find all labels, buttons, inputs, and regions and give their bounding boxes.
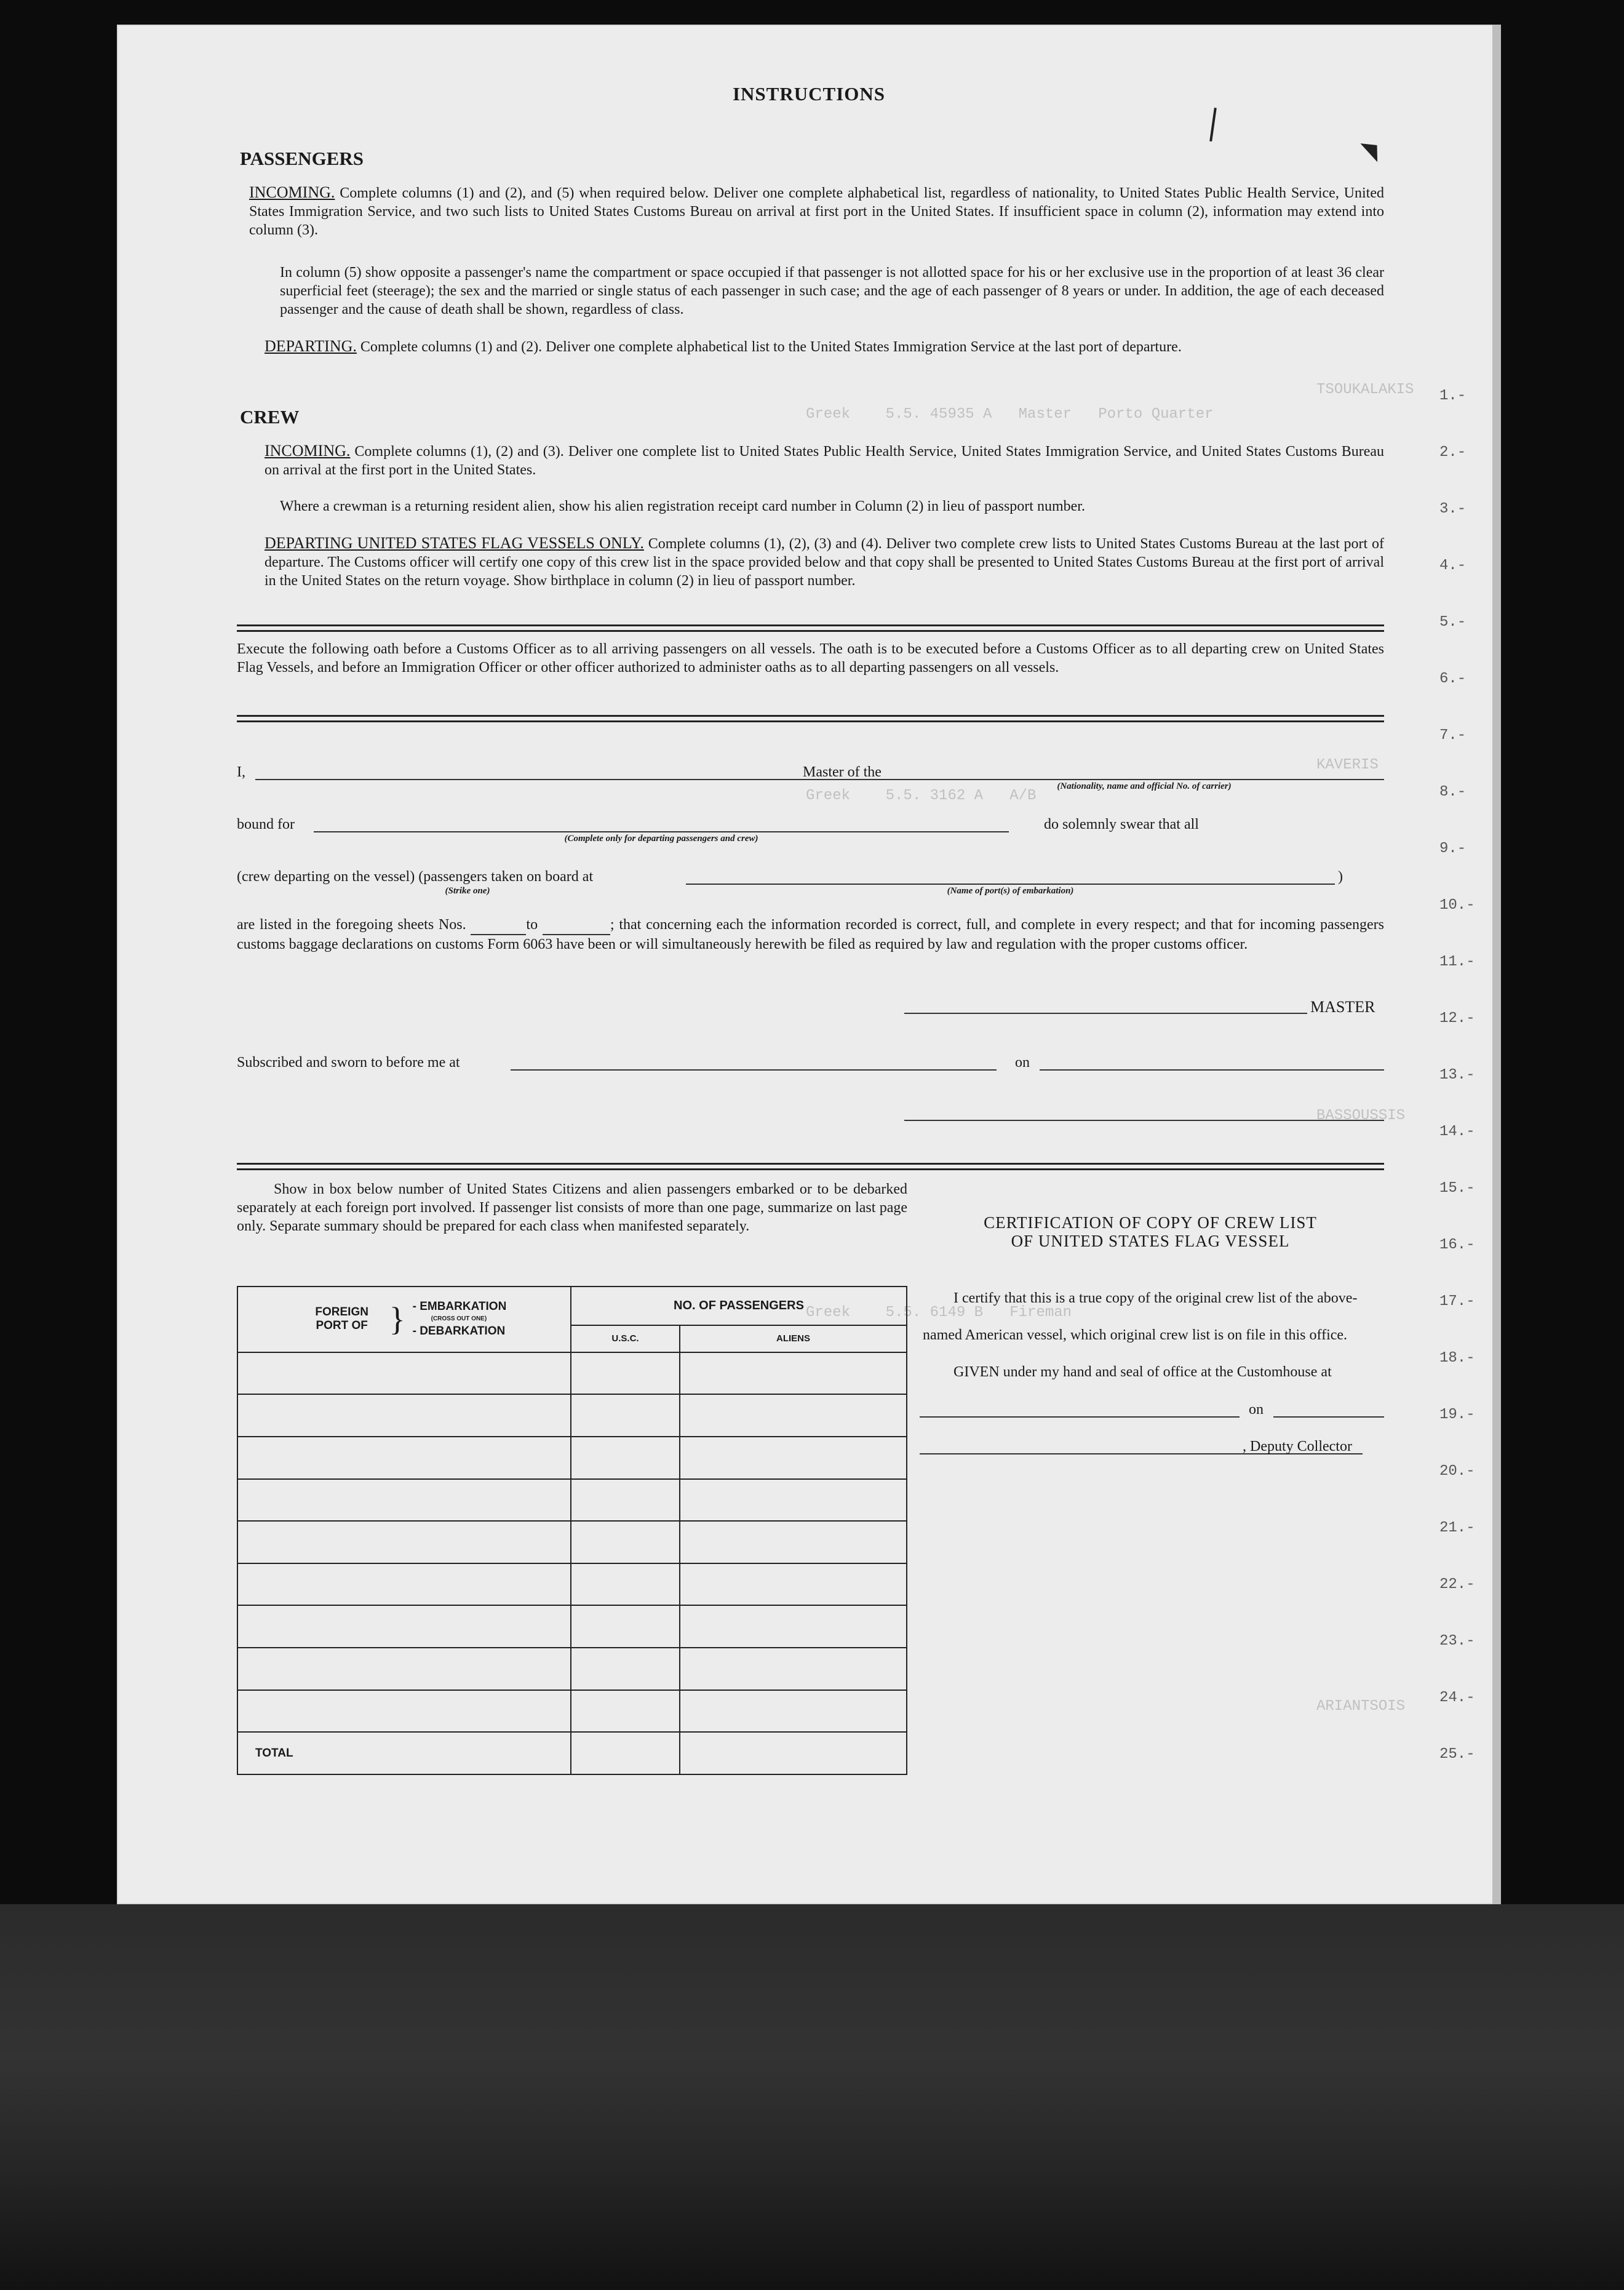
scanner-background — [0, 1904, 1624, 2290]
sworn-place-line[interactable] — [511, 1069, 997, 1071]
usc-cell[interactable] — [571, 1394, 680, 1437]
port-cell[interactable] — [237, 1521, 571, 1563]
port-header-cell — [237, 1287, 571, 1352]
master-signature-line[interactable] — [904, 1013, 1307, 1014]
usc-total-cell[interactable] — [571, 1732, 680, 1774]
margin-number: 19.- — [1439, 1406, 1475, 1423]
certification-title-1: CERTIFICATION OF COPY OF CREW LIST — [984, 1213, 1317, 1232]
incoming-label: INCOMING. — [249, 183, 335, 201]
aliens-cell[interactable] — [680, 1394, 907, 1437]
port-cell[interactable] — [237, 1605, 571, 1648]
officer-signature-line[interactable] — [904, 1120, 1384, 1121]
deputy-collector-label: , Deputy Collector — [1243, 1438, 1352, 1454]
debarkation-label: - DEBARKATION — [412, 1325, 506, 1338]
given-line: GIVEN under my hand and seal of office at the Customhouse at — [953, 1364, 1332, 1380]
crew-incoming-paragraph — [265, 442, 1384, 479]
page-title: INSTRUCTIONS — [732, 83, 885, 105]
port-cell[interactable] — [237, 1352, 571, 1395]
margin-number: 11.- — [1439, 954, 1475, 970]
certify-line-2: named American vessel, which original crew list is on file in this office. — [923, 1327, 1348, 1343]
aliens-cell[interactable] — [680, 1563, 907, 1606]
crew-departing-paragraph — [265, 534, 1384, 590]
usc-header: U.S.C. — [571, 1325, 680, 1352]
margin-number: 15.- — [1439, 1180, 1475, 1197]
margin-number: 7.- — [1439, 727, 1467, 744]
port-cell[interactable] — [237, 1437, 571, 1479]
ink-mark — [1209, 108, 1217, 142]
document-page — [117, 25, 1501, 1904]
sworn-date-line[interactable] — [1040, 1069, 1384, 1071]
departing-label: DEPARTING UNITED STATES FLAG VESSELS ONLY. — [265, 534, 644, 552]
master-of-label: Master of the — [803, 764, 882, 780]
ink-mark — [1360, 137, 1384, 165]
port-cell[interactable] — [237, 1394, 571, 1437]
port-cell[interactable] — [237, 1479, 571, 1522]
subscribed-label: Subscribed and sworn to before me at — [237, 1055, 460, 1071]
margin-number: 24.- — [1439, 1690, 1475, 1706]
passengers-departing-paragraph — [265, 337, 1384, 356]
no-passengers-header: NO. OF PASSENGERS — [571, 1287, 907, 1325]
margin-number: 10.- — [1439, 897, 1475, 914]
margin-number: 6.- — [1439, 671, 1467, 687]
given-on-label: on — [1249, 1402, 1264, 1418]
margin-number: 4.- — [1439, 557, 1467, 574]
complete-caption: (Complete only for departing passengers and crew) — [564, 834, 758, 844]
margin-number: 2.- — [1439, 444, 1467, 461]
total-label: TOTAL — [237, 1732, 571, 1774]
usc-cell[interactable] — [571, 1648, 680, 1690]
passenger-summary-table — [237, 1286, 907, 1775]
embarkation-label: - EMBARKATION — [412, 1300, 507, 1314]
to-label: to — [526, 917, 538, 933]
margin-number: 3.- — [1439, 501, 1467, 517]
margin-number: 20.- — [1439, 1463, 1475, 1480]
port-cell[interactable] — [237, 1563, 571, 1606]
bound-for-label: bound for — [237, 816, 295, 832]
oath-intro: Execute the following oath before a Customs Officer as to all arriving passengers on all vessels. The oath is to be executed before a Customs Officer as to all departing crew on United States Flag Vessels, and before an Immigration Officer or other officer authorized to administer oaths as to all departing passengers on all vessels. — [237, 641, 1384, 676]
sheet-to-line[interactable] — [543, 916, 610, 935]
sworn-on-label: on — [1015, 1055, 1030, 1071]
margin-number: 12.- — [1439, 1010, 1475, 1027]
certification-title-2: OF UNITED STATES FLAG VESSEL — [1011, 1232, 1290, 1250]
aliens-cell[interactable] — [680, 1690, 907, 1733]
margin-number: 14.- — [1439, 1123, 1475, 1140]
double-rule — [237, 715, 1384, 722]
incoming-label: INCOMING. — [265, 442, 351, 460]
sheet-from-line[interactable] — [471, 916, 526, 935]
margin-number: 8.- — [1439, 784, 1467, 800]
margin-number: 25.- — [1439, 1746, 1475, 1763]
nationality-caption: (Nationality, name and official No. of carrier) — [1057, 781, 1232, 791]
listed-text-b: ; that concerning each the information recorded is correct, full, and complete in every respect; and that for incoming passengers customs baggage declarations on customs Form 6063 have been or will simultaneously herewith be filed as required by law and regulation with the proper customs officer. — [237, 917, 1385, 952]
crew-departing-label: (crew departing on the vessel) (passengers taken on board at — [237, 869, 594, 885]
port-cell[interactable] — [237, 1648, 571, 1690]
aliens-cell[interactable] — [680, 1521, 907, 1563]
embarkation-port-line[interactable] — [686, 884, 1335, 885]
margin-number: 16.- — [1439, 1237, 1475, 1253]
carrier-line[interactable] — [904, 779, 1384, 780]
oath-i-label: I, — [237, 764, 245, 780]
margin-number: 1.- — [1439, 388, 1467, 404]
customhouse-line[interactable] — [920, 1416, 1240, 1418]
listed-text-a: are listed in the foregoing sheets Nos. — [237, 917, 466, 933]
aliens-cell[interactable] — [680, 1479, 907, 1522]
ghost-text: KAVERIS — [1316, 757, 1379, 773]
departing-label: DEPARTING. — [265, 337, 357, 355]
usc-cell[interactable] — [571, 1563, 680, 1606]
column5-paragraph: In column (5) show opposite a passenger's name the compartment or space occupied if that passenger is not allotted space for his or her exclusive use in the proportion of at least 36 clear superficial feet (steerage); the sex and the married or single status of each passenger in such case; and the age of each passenger of 8 years or under. In addition, the age of each deceased passenger and the cause of death shall be shown, regardless of class. — [280, 265, 1384, 317]
bound-for-line[interactable] — [314, 831, 1009, 832]
margin-number: 18.- — [1439, 1350, 1475, 1366]
passengers-heading: PASSENGERS — [240, 148, 364, 169]
margin-number: 9.- — [1439, 840, 1467, 857]
master-label: MASTER — [1310, 998, 1375, 1016]
strike-caption: (Strike one) — [445, 886, 490, 896]
certify-line-1: I certify that this is a true copy of the original crew list of the above- — [953, 1290, 1358, 1306]
usc-cell[interactable] — [571, 1605, 680, 1648]
margin-number: 5.- — [1439, 614, 1467, 631]
aliens-cell[interactable] — [680, 1437, 907, 1479]
cross-out-label: (CROSS OUT ONE) — [431, 1315, 487, 1323]
foreign-port-label: FOREIGN PORT OF — [315, 1306, 368, 1333]
usc-cell[interactable] — [571, 1437, 680, 1479]
aliens-cell[interactable] — [680, 1352, 907, 1395]
margin-number: 13.- — [1439, 1067, 1475, 1083]
ghost-text: TSOUKALAKIS — [1316, 381, 1414, 398]
margin-number: 23.- — [1439, 1633, 1475, 1650]
margin-number: 17.- — [1439, 1293, 1475, 1310]
double-rule — [237, 1163, 1384, 1170]
listed-paragraph — [237, 916, 1384, 954]
double-rule — [237, 624, 1384, 632]
ports-caption: (Name of port(s) of embarkation) — [947, 886, 1074, 896]
ghost-text: ARIANTSOIS — [1316, 1698, 1406, 1715]
swear-label: do solemnly swear that all — [1044, 816, 1199, 832]
close-paren: ) — [1338, 869, 1343, 885]
ghost-text: Greek 5.5. 45935 A Master Porto Quarter — [806, 406, 1214, 423]
usc-cell[interactable] — [571, 1521, 680, 1563]
crew-heading: CREW — [240, 406, 300, 428]
incoming-text: Complete columns (1) and (2), and (5) when required below. Deliver one complete alphabetical list, regardless of nationality, to United States Public Health Service, United States Immigration Service, and two such lists to United States Customs Bureau on arrival at first port in the United States. If insufficient space in column (2), information may extend into column (3). — [249, 185, 1385, 238]
incoming-text: Complete columns (1), (2) and (3). Deliver one complete list to United States Public Health Service, United States Immigration Service, and United States Customs Bureau on arrival at the first port in the United States. — [265, 444, 1385, 478]
resident-alien-paragraph: Where a crewman is a returning resident alien, show his alien registration receipt card number in Column (2) in lieu of passport number. — [280, 498, 1085, 514]
given-date-line[interactable] — [1273, 1416, 1384, 1418]
margin-number: 22.- — [1439, 1576, 1475, 1593]
aliens-header: ALIENS — [680, 1325, 907, 1352]
summary-instructions: Show in box below number of United States Citizens and alien passengers embarked or to be debarked separately at each foreign port involved. If passenger list consists of more than one page, summarize on last page only. Separate summary should be prepared for each class when manifested separately. — [237, 1181, 907, 1234]
departing-text: Complete columns (1) and (2). Deliver one complete alphabetical list to the United States Immigration Service at the last port of departure. — [360, 339, 1182, 355]
usc-cell[interactable] — [571, 1352, 680, 1395]
ghost-text: BASSOUSSIS — [1316, 1107, 1406, 1124]
usc-cell[interactable] — [571, 1479, 680, 1522]
margin-number: 21.- — [1439, 1520, 1475, 1536]
usc-cell[interactable] — [571, 1690, 680, 1733]
aliens-cell[interactable] — [680, 1605, 907, 1648]
brace-glyph: } — [389, 1301, 405, 1338]
departing-text: Complete columns (1), (2), (3) and (4). Deliver two complete crew lists to United States Customs Bureau at the last port of departure. The Customs officer will certify one copy of this crew list in the space provided below and that copy shall be presented to United States Customs Bureau at the first port of arrival in the United States on the return voyage. Show birthplace in column (2) in lieu of passport number. — [265, 536, 1385, 589]
aliens-total-cell[interactable] — [680, 1732, 907, 1774]
ghost-text: Greek 5.5. 6149 B Fireman — [806, 1304, 1072, 1321]
port-cell[interactable] — [237, 1690, 571, 1733]
passengers-incoming-paragraph — [249, 183, 1384, 239]
ghost-text: Greek 5.5. 3162 A A/B — [806, 788, 1037, 804]
aliens-cell[interactable] — [680, 1648, 907, 1690]
